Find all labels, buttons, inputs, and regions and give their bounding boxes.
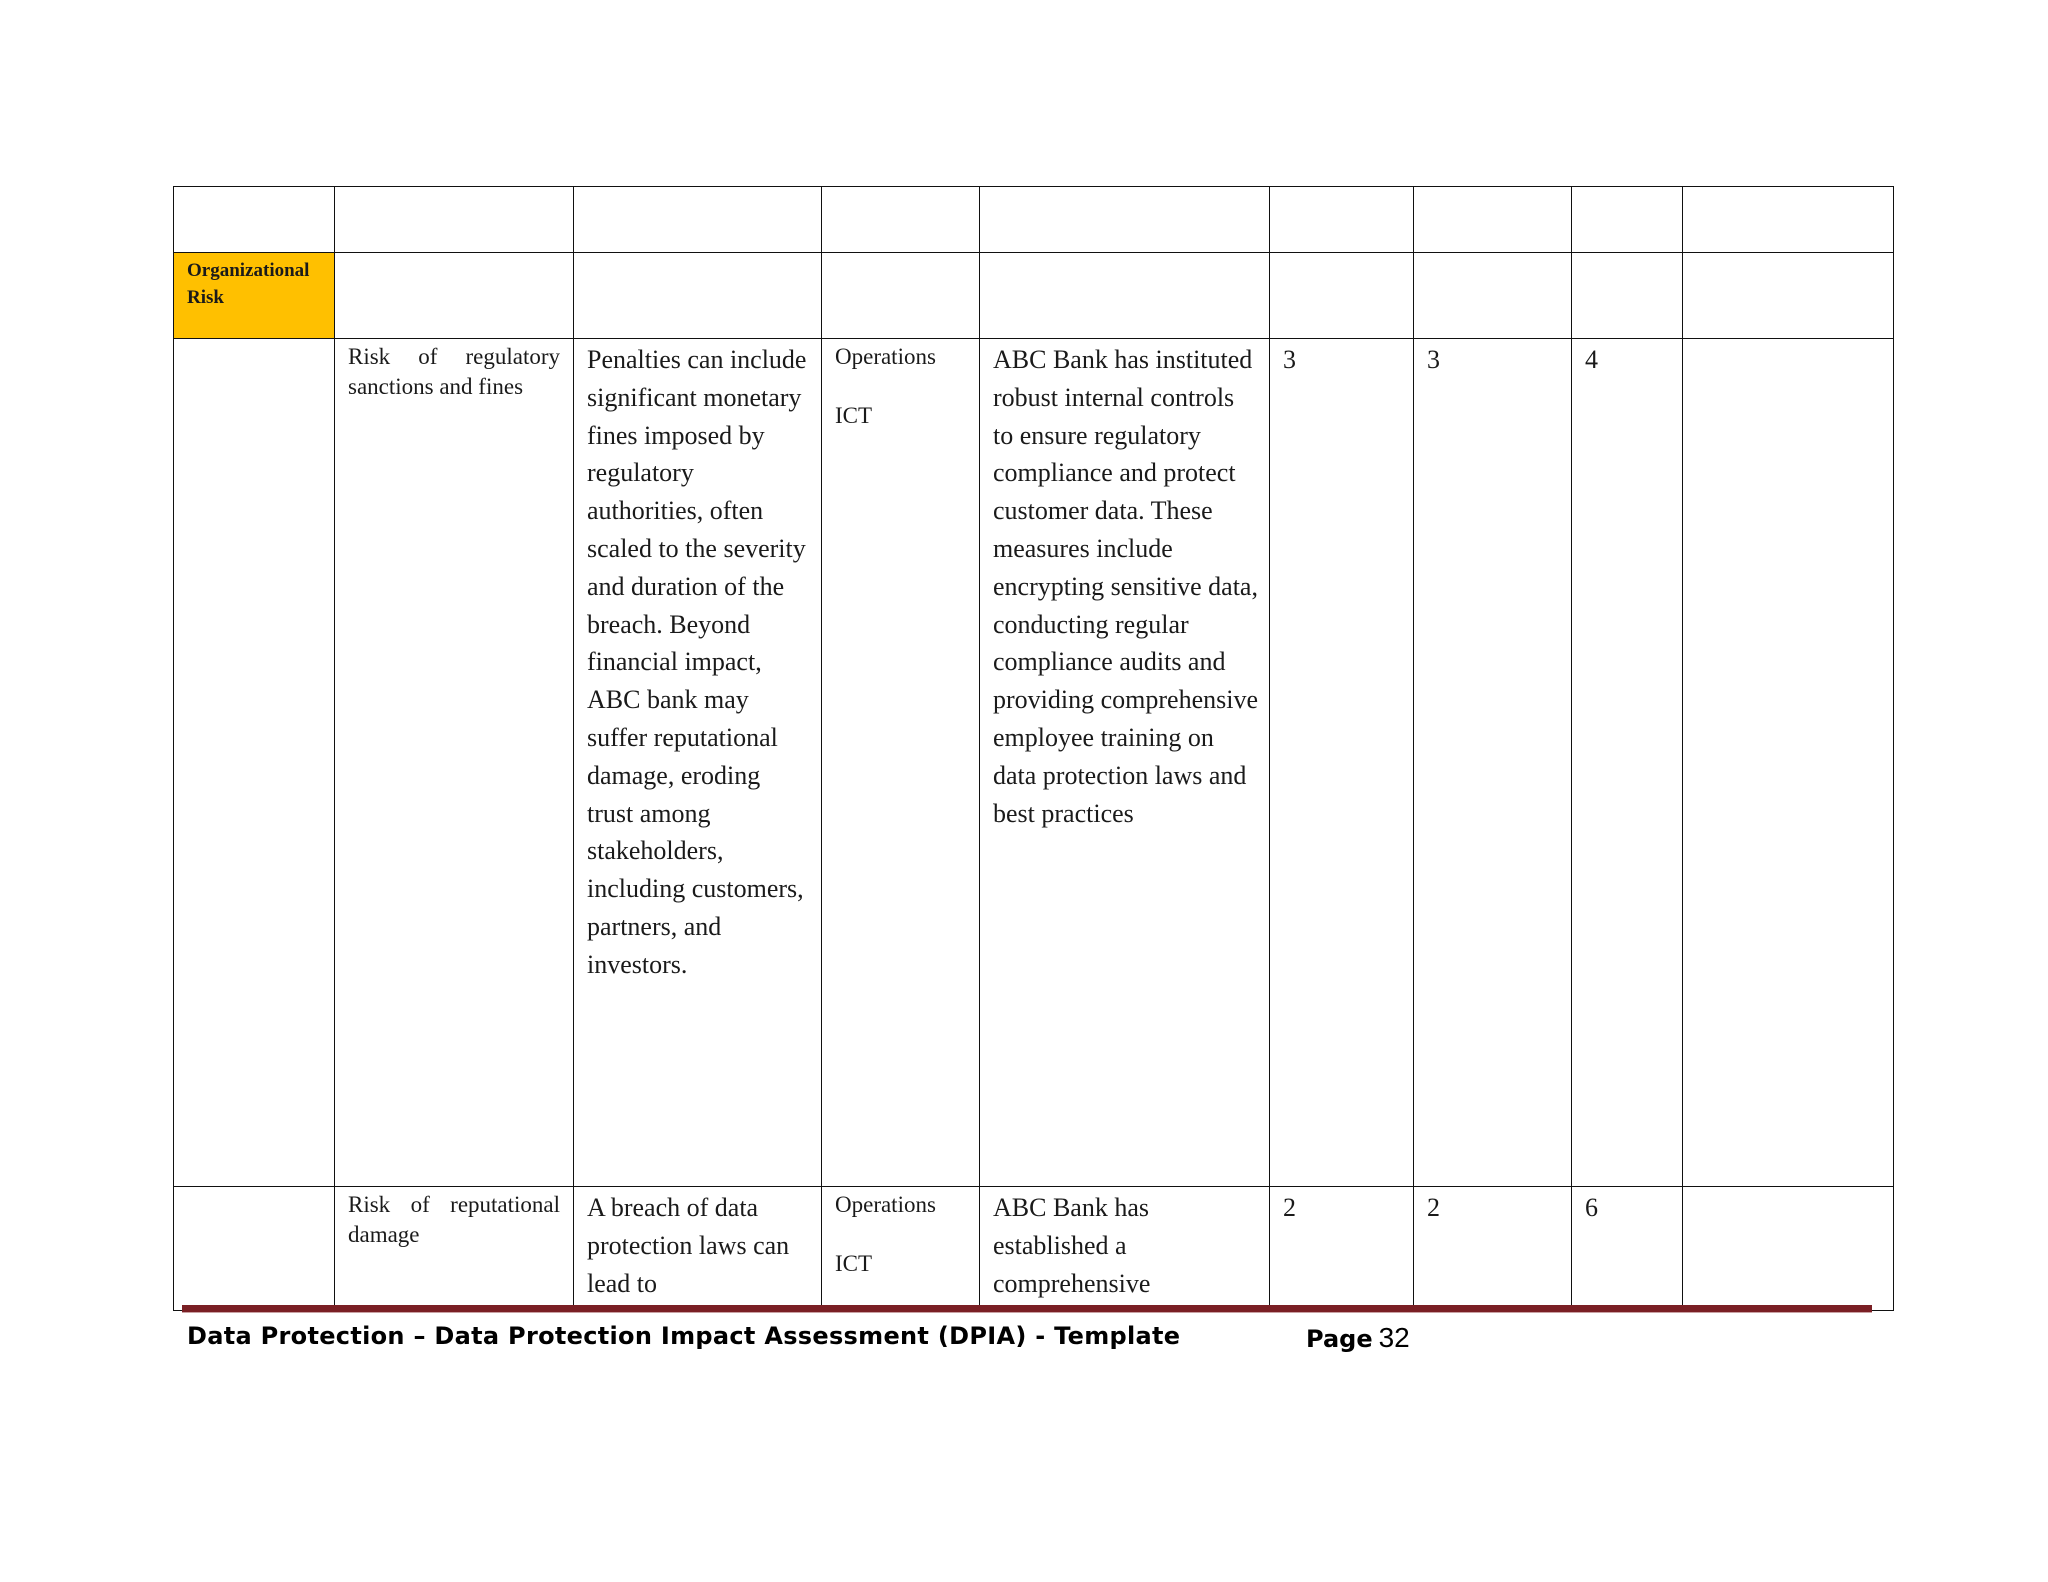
category-row (174, 253, 1894, 339)
score-cell: 2 (1414, 1187, 1572, 1311)
page-number: 32 (1378, 1322, 1410, 1353)
table-row (174, 339, 1894, 1187)
risk-description: A breach of data protection laws can lead to (574, 1187, 822, 1311)
risk-owner (822, 1187, 980, 1311)
empty-cell (1414, 253, 1572, 339)
owner-primary: Operations (835, 344, 936, 369)
blank-header-row (174, 187, 1894, 253)
footer-page-number (1306, 1322, 1410, 1354)
empty-cell (574, 187, 822, 253)
risk-assessment-table (173, 186, 1894, 1311)
notes-cell (1683, 1187, 1894, 1311)
existing-controls: ABC Bank has established a comprehensive (980, 1187, 1270, 1311)
footer-divider (182, 1305, 1872, 1313)
score-cell: 6 (1572, 1187, 1683, 1311)
risk-owner (822, 339, 980, 1187)
score-cell: 2 (1270, 1187, 1414, 1311)
category-label: Organizational Risk (174, 253, 335, 339)
existing-controls: ABC Bank has instituted robust internal controls to ensure regulatory compliance and protect customer data. These measures include encrypting sensitive data, conducting regular compliance audits and providing comprehensive employee training on data protection laws and best practices (980, 339, 1270, 1187)
table-row (174, 1187, 1894, 1311)
empty-cell (174, 187, 335, 253)
empty-cell (1572, 187, 1683, 253)
owner-secondary: ICT (835, 1251, 873, 1276)
empty-cell (174, 339, 335, 1187)
risk-name: Risk of regulatory sanctions and fines (335, 339, 574, 1187)
empty-cell (1683, 187, 1894, 253)
owner-primary: Operations (835, 1192, 936, 1217)
score-cell: 3 (1414, 339, 1572, 1187)
owner-secondary: ICT (835, 403, 873, 428)
risk-name: Risk of reputational damage (335, 1187, 574, 1311)
empty-cell (1414, 187, 1572, 253)
empty-cell (822, 187, 980, 253)
footer-document-title: Data Protection – Data Protection Impact Assessment (DPIA) - Template (187, 1322, 1181, 1350)
empty-cell (980, 253, 1270, 339)
empty-cell (335, 187, 574, 253)
notes-cell (1683, 339, 1894, 1187)
empty-cell (1270, 253, 1414, 339)
risk-description: Penalties can include significant monetary fines imposed by regulatory authorities, often scaled to the severity and duration of the breach. Beyond financial impact, ABC bank may suffer reputational damage, eroding trust among stakeholders, including customers, partners, and investors. (574, 339, 822, 1187)
score-cell: 3 (1270, 339, 1414, 1187)
empty-cell (1572, 253, 1683, 339)
empty-cell (174, 1187, 335, 1311)
empty-cell (822, 253, 980, 339)
empty-cell (1683, 253, 1894, 339)
score-cell: 4 (1572, 339, 1683, 1187)
empty-cell (980, 187, 1270, 253)
empty-cell (1270, 187, 1414, 253)
empty-cell (574, 253, 822, 339)
empty-cell (335, 253, 574, 339)
page-label: Page (1306, 1325, 1373, 1353)
